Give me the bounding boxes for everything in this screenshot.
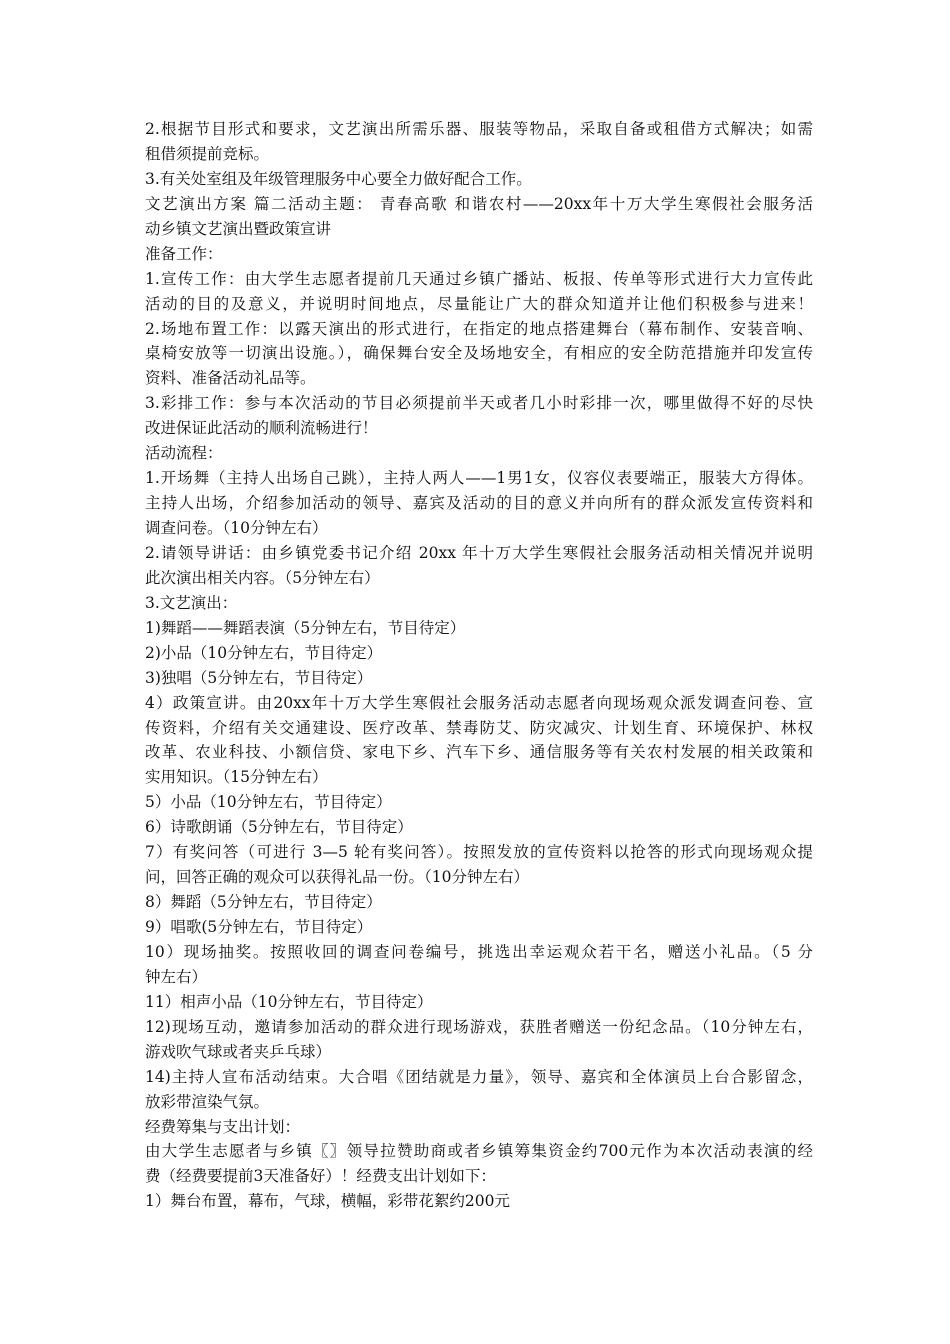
text-line: 实用知识。（15分钟左右） (145, 768, 328, 787)
text-line: 7）有奖问答（可进行 3—5 轮有奖问答）。按照发放的宣传资料以抢答的形式向现场观众提 (145, 843, 813, 862)
text-line: 3.文艺演出： (145, 593, 238, 612)
text-line: 主持人出场，介绍参加活动的领导、嘉宾及活动的目的意义并向所有的群众派发宣传资料和 (145, 494, 813, 513)
text-line: 动乡镇文艺演出暨政策宣讲 (145, 219, 332, 238)
text-line: 1.开场舞（主持人出场自己跳），主持人两人——1男1女，仪容仪表要端正，服装大方得体。 (145, 469, 813, 488)
text-line: 3.彩排工作：参与本次活动的节目必须提前半天或者几小时彩排一次，哪里做得不好的尽快 (145, 394, 813, 413)
text-line: 由大学生志愿者与乡镇〖〗领导拉赞助商或者乡镇筹集资金约700元作为本次活动表演的经 (145, 1142, 813, 1161)
text-line: 2)小品（10分钟左右，节目待定） (145, 643, 383, 662)
text-line: 3)独唱（5分钟左右，节目待定） (145, 668, 373, 687)
text-line: 1.宣传工作：由大学生志愿者提前几天通过乡镇广播站、板报、传单等形式进行大力宣传此 (145, 269, 813, 288)
text-line: 12)现场互动，邀请参加活动的群众进行现场游戏，获胜者赠送一份纪念品。（10分钟左右， (145, 1017, 813, 1036)
text-line: 8）舞蹈（5分钟左右，节目待定） (145, 893, 382, 912)
text-line: 2.请领导讲话：由乡镇党委书记介绍 20xx 年十万大学生寒假社会服务活动相关情况并说明 (145, 543, 813, 562)
text-line: 问，回答正确的观众可以获得礼品一份。（10分钟左右） (145, 868, 529, 887)
text-line: 6）诗歌朗诵（5分钟左右，节目待定） (145, 818, 413, 837)
text-line: 租借须提前竞标。 (145, 144, 270, 163)
text-line: 改革、农业科技、小额信贷、家电下乡、汽车下乡、通信服务等有关农村发展的相关政策和 (145, 743, 813, 762)
text-line: 9）唱歌(5分钟左右，节目待定） (145, 918, 373, 936)
text-line: 2.根据节目形式和要求，文艺演出所需乐器、服装等物品，采取自备或租借方式解决；如需 (145, 120, 813, 138)
text-line: 活动流程： (145, 444, 223, 463)
text-line: 游戏吹气球或者夹乒乓球） (145, 1042, 332, 1061)
text-line: 经费筹集与支出计划： (145, 1117, 301, 1136)
text-line: 2.场地布置工作：以露天演出的形式进行，在指定的地点搭建舞台（幕布制作、安装音响、 (145, 319, 813, 338)
text-line: 10）现场抽奖。按照收回的调查问卷编号，挑选出幸运观众若干名，赠送小礼品。（5 分 (145, 942, 813, 961)
text-line: 传资料，介绍有关交通建设、医疗改革、禁毒防艾、防灾减灾、计划生育、环境保护、林权 (145, 718, 813, 737)
text-line: 活动的目的及意义，并说明时间地点，尽量能让广大的群众知道并让他们积极参与进来！ (145, 294, 813, 313)
text-line: 钟左右） (145, 967, 208, 986)
text-line: 文艺演出方案 篇二活动主题： 青春高歌 和谐农村——20xx年十万大学生寒假社会服务活 (145, 194, 813, 213)
text-line: 放彩带渲染气氛。 (145, 1092, 270, 1111)
text-line: 14)主持人宣布活动结束。大合唱《团结就是力量》，领导、嘉宾和全体演员上台合影留念， (145, 1067, 813, 1086)
text-line: 费（经费要提前3天准备好）！经费支出计划如下： (145, 1167, 496, 1186)
text-line: 调查问卷。（10分钟左右） (145, 519, 328, 537)
text-line: 准备工作： (145, 244, 223, 263)
text-line: 3.有关处室组及年级管理服务中心要全力做好配合工作。 (145, 169, 532, 188)
text-line: 5）小品（10分钟左右，节目待定） (145, 793, 392, 812)
text-line: 1）舞台布置，幕布，气球，横幅，彩带花絮约200元 (145, 1192, 510, 1211)
text-line: 改进保证此活动的顺利流畅进行！ (145, 419, 378, 438)
text-line: 桌椅安放等一切演出设施。），确保舞台安全及场地安全，有相应的安全防范措施并印发宣传 (145, 344, 813, 363)
text-line: 4）政策宣讲。由20xx年十万大学生寒假社会服务活动志愿者向现场观众派发调查问卷、宣 (145, 693, 813, 712)
text-line: 11）相声小品（10分钟左右，节目待定） (145, 992, 433, 1011)
text-line: 此次演出相关内容。（5分钟左右） (145, 568, 380, 587)
document-page (145, 117, 813, 1214)
text-line: 资料、准备活动礼品等。 (145, 369, 316, 388)
text-line: 1)舞蹈——舞蹈表演（5分钟左右，节目待定） (145, 618, 466, 637)
